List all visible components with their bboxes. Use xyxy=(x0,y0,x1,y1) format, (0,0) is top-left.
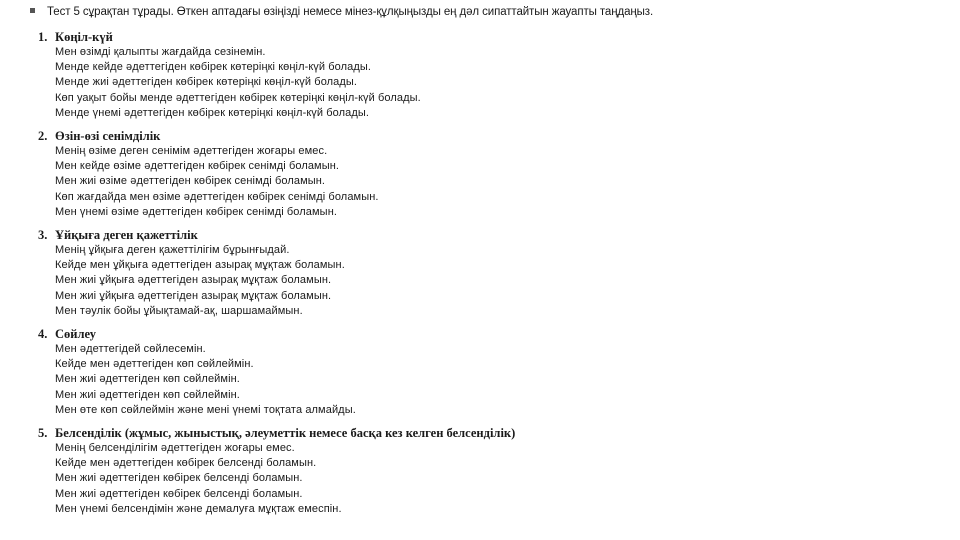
question-title xyxy=(38,30,938,45)
question-5 xyxy=(38,426,938,517)
question-title-text: Өзін-өзі сенімділік xyxy=(55,129,161,144)
question-title xyxy=(38,327,938,342)
intro-text: Тест 5 сұрақтан тұрады. Өткен аптадағы өзіңізді немесе мінез-құлқыңызды ең дәл сипаттайтын жауапты таңдаңыз. xyxy=(47,6,654,18)
question-title xyxy=(38,426,938,441)
answer-option: Мен өзімді қалыпты жағдайда сезінемін. xyxy=(55,46,266,58)
answer-option: Мен жиі ұйқыға әдеттегіден азырақ мұқтаж боламын. xyxy=(55,274,332,287)
question-number: 3. xyxy=(38,228,48,243)
answer-option: Мен үнемі белсендімін және демалуға мұқтаж емеспін. xyxy=(55,502,342,515)
answer-option: Менде кейде әдеттегіден көбірек көтеріңкі көңіл-күй болады. xyxy=(55,61,372,74)
answer-option: Кейде мен ұйқыға әдеттегіден азырақ мұқтаж боламын. xyxy=(55,259,345,272)
answer-option: Менде үнемі әдеттегіден көбірек көтеріңкі көңіл-күй болады. xyxy=(55,106,370,119)
question-number: 1. xyxy=(38,30,48,44)
answer-option: Менің ұйқыға деген қажеттілігім бұрынғыдай. xyxy=(55,244,290,257)
answer-option: Кейде мен әдеттегіден көбірек белсенді боламын. xyxy=(55,457,317,470)
question-3 xyxy=(38,228,938,319)
question-number: 5. xyxy=(38,426,48,441)
question-title xyxy=(38,129,938,144)
question-number: 4. xyxy=(38,327,48,342)
answer-option: Көп жағдайда мен өзіме әдеттегіден көбірек сенімді боламын. xyxy=(55,190,379,203)
answer-option: Менің өзіме деген сенімім әдеттегіден жоғары емес. xyxy=(55,145,328,158)
question-title-text: Ұйқыға деген қажеттілік xyxy=(55,228,198,243)
answer-option: Мен жиі әдеттегіден көбірек белсенді боламын. xyxy=(55,487,303,500)
answer-option: Мен үнемі өзіме әдеттегіден көбірек сенімді боламын. xyxy=(55,205,338,218)
question-1 xyxy=(38,30,938,121)
question-title-text: Сөйлеу xyxy=(55,327,96,342)
answer-option: Мен жиі әдеттегіден көбірек белсенді боламын. xyxy=(55,472,303,485)
answer-option: Мен тәулік бойы ұйықтамай-ақ, шаршамаймын. xyxy=(55,304,303,317)
intro-paragraph xyxy=(30,4,653,20)
answer-option: Мен жиі өзіме әдеттегіден көбірек сенімді боламын. xyxy=(55,175,326,188)
answer-option: Мен жиі әдеттегіден көп сөйлеймін. xyxy=(55,373,240,386)
answer-option: Мен жиі ұйқыға әдеттегіден азырақ мұқтаж боламын. xyxy=(55,289,332,302)
answer-option: Мен жиі әдеттегіден көп сөйлеймін. xyxy=(55,388,240,401)
question-2 xyxy=(38,129,938,220)
answer-option: Мен кейде өзіме әдеттегіден көбірек сенімді боламын. xyxy=(55,160,340,173)
answer-option: Менің белсенділігім әдеттегіден жоғары емес. xyxy=(55,442,295,455)
question-title xyxy=(38,228,938,243)
question-4 xyxy=(38,327,938,418)
question-number: 2. xyxy=(38,129,48,144)
question-title-text: Көңіл-күй xyxy=(55,30,113,44)
question-list xyxy=(38,30,938,525)
answer-option: Кейде мен әдеттегіден көп сөйлеймін. xyxy=(55,358,254,371)
answer-option: Мен өте көп сөйлеймін және мені үнемі тоқтата алмайды. xyxy=(55,403,356,416)
question-title-text: Белсенділік (жұмыс, жыныстық, әлеуметтік немесе басқа кез келген белсенділік) xyxy=(55,426,516,441)
answer-option: Көп уақыт бойы менде әдеттегіден көбірек көтеріңкі көңіл-күй болады. xyxy=(55,91,421,104)
answer-option: Мен әдеттегідей сөйлесемін. xyxy=(55,343,206,356)
answer-option: Менде жиі әдеттегіден көбірек көтеріңкі көңіл-күй болады. xyxy=(55,76,358,89)
bullet-square-icon xyxy=(30,8,35,13)
